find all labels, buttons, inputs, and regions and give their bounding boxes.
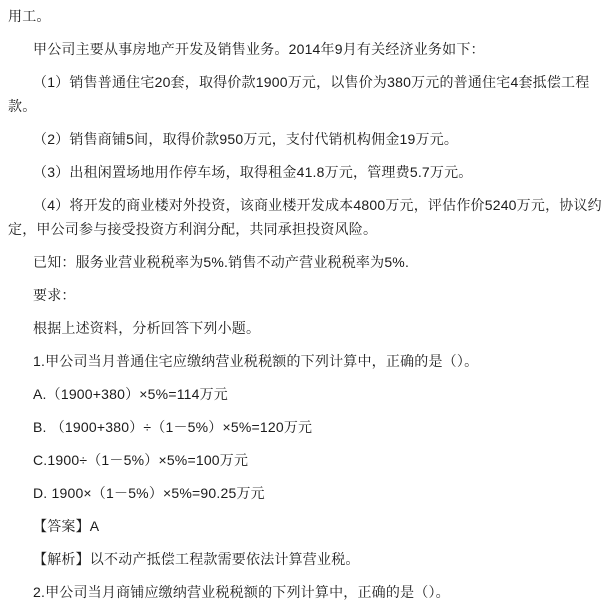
intro-paragraph: 甲公司主要从事房地产开发及销售业务。2014年9月有关经济业务如下： [33,41,485,57]
business-item-4: （4）将开发的商业楼对外投资，该商业楼开发成本4800万元，评估作价5240万元，协议约定，甲公司参与接受投资方利润分配，共同承担投资风险。 [8,197,602,237]
business-item-3: （3）出租闲置场地用作停车场，取得租金41.8万元，管理费5.7万元。 [33,164,473,180]
question-1: 1.甲公司当月普通住宅应缴纳营业税税额的下列计算中，正确的是（）。 [33,353,479,369]
question-2: 2.甲公司当月商铺应缴纳营业税税额的下列计算中，正确的是（）。 [33,584,450,600]
known-conditions: 已知：服务业营业税税率为5%.销售不动产营业税税率为5%. [33,254,410,270]
business-item-1: （1）销售普通住宅20套，取得价款1900万元，以售价为380万元的普通住宅4套抵偿工程款。 [8,74,590,114]
question-1-option-b: B. （1900+380）÷（1－5%）×5%=120万元 [33,419,313,435]
analysis-paragraph: 【解析】以不动产抵偿工程款需要依法计算营业税。 [33,551,360,567]
requirement-label: 要求： [33,287,76,303]
business-item-2: （2）销售商铺5间，取得价款950万元，支付代销机构佣金19万元。 [33,131,459,147]
instruction-paragraph: 根据上述资料，分析回答下列小题。 [33,320,261,336]
answer-paragraph: 【答案】A [33,518,100,534]
continuation-text: 用工。 [8,8,51,24]
question-1-option-a: A.（1900+380）×5%=114万元 [33,386,229,402]
question-1-option-c: C.1900÷（1－5%）×5%=100万元 [33,452,249,468]
question-1-option-d: D. 1900×（1－5%）×5%=90.25万元 [33,485,265,501]
